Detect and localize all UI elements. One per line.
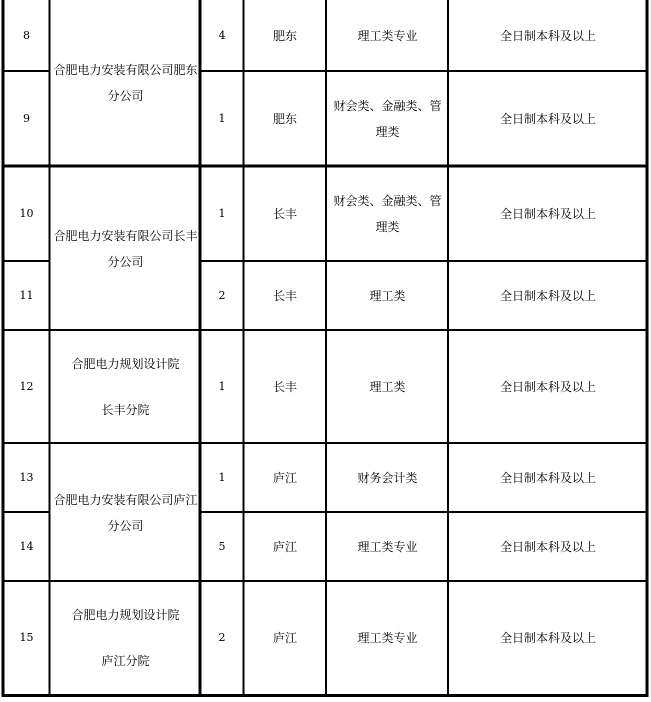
row-number: 15 [19,631,34,644]
major: 财务会计类 [357,471,418,485]
location: 庐江 [272,540,297,554]
major: 理工类专业 [357,540,418,554]
location: 庐江 [272,471,297,485]
location: 长丰 [272,380,297,394]
location: 肥东 [272,28,297,43]
headcount: 2 [218,631,226,644]
major: 理工类 [369,289,406,303]
education: 全日制本科及以上 [499,28,596,43]
unit-name: 合肥电力安装有限公司长丰分公司 [53,228,198,269]
headcount: 1 [218,112,226,125]
education: 全日制本科及以上 [499,631,596,645]
headcount: 2 [218,289,226,302]
major: 理工类专业 [357,631,418,645]
unit-name [51,331,200,443]
headcount: 1 [218,380,226,393]
major: 理工类 [369,380,406,394]
row-number: 14 [19,540,34,553]
unit-name [51,582,200,694]
row-number: 8 [23,28,30,42]
major: 财会类、金融类、管理类 [333,194,442,234]
education: 全日制本科及以上 [499,207,596,221]
headcount: 5 [218,540,226,553]
unit-name: 合肥电力安装有限公司庐江分公司 [53,492,198,533]
headcount: 4 [218,28,226,42]
major: 财会类、金融类、管理类 [333,99,442,139]
headcount: 1 [218,207,226,220]
row-number: 13 [19,471,34,484]
education: 全日制本科及以上 [499,112,596,126]
unit-name-line1: 合肥电力规划设计院 [71,357,180,371]
row-number: 11 [19,289,34,302]
unit-name-line1: 合肥电力规划设计院 [71,608,180,622]
location: 肥东 [272,112,297,126]
location: 长丰 [272,207,297,221]
headcount: 1 [218,471,226,484]
education: 全日制本科及以上 [499,471,596,485]
education: 全日制本科及以上 [499,540,596,554]
education: 全日制本科及以上 [499,289,596,303]
unit-name: 合肥电力安装有限公司肥东分公司 [53,63,198,103]
row-number: 9 [23,112,30,125]
row-number: 12 [19,380,34,393]
education: 全日制本科及以上 [499,380,596,394]
location: 庐江 [272,631,297,645]
unit-name-line2: 庐江分院 [101,654,150,668]
unit-name-line2: 长丰分院 [101,403,150,417]
major: 理工类专业 [357,28,418,43]
location: 长丰 [272,289,297,303]
row-number: 10 [19,207,34,220]
